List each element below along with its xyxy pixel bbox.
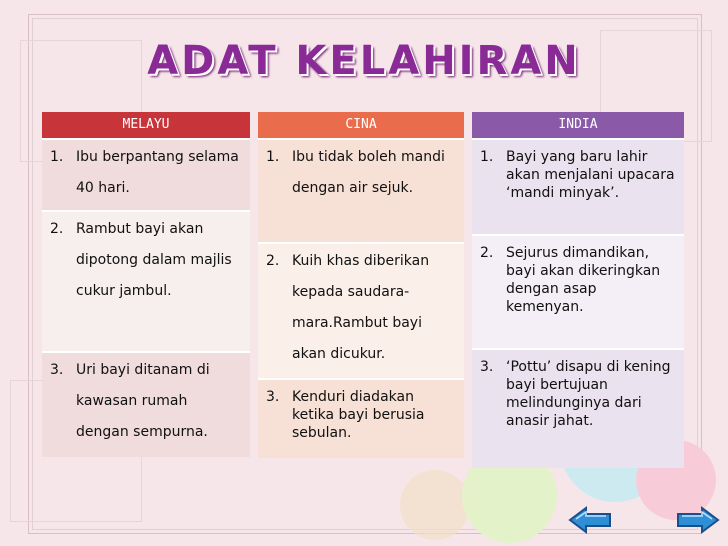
item-number: 3. xyxy=(266,389,280,405)
next-slide-button[interactable] xyxy=(676,506,720,534)
item-text: Ibu tidak boleh mandi dengan air sejuk. xyxy=(292,149,445,196)
item-number: 1. xyxy=(266,149,280,165)
item-text: ‘Pottu’ disapu di kening bayi bertujuan melindunginya dari anasir jahat. xyxy=(506,359,671,429)
item-number: 2. xyxy=(266,253,280,269)
item-text: Rambut bayi akan dipotong dalam majlis cukur jambul. xyxy=(76,221,232,299)
column-header-india: INDIA xyxy=(472,112,684,138)
item-text: Kenduri diadakan ketika bayi berusia sebulan. xyxy=(292,389,425,441)
item-number: 3. xyxy=(480,359,494,375)
list-item xyxy=(472,138,684,234)
list-item xyxy=(42,138,250,210)
column-india xyxy=(472,112,684,468)
item-number: 2. xyxy=(50,221,64,237)
column-header-melayu: MELAYU xyxy=(42,112,250,138)
item-number: 1. xyxy=(480,149,494,165)
slide-title: ADAT KELAHIRAN xyxy=(147,38,581,84)
item-number: 2. xyxy=(480,245,494,261)
list-item xyxy=(42,210,250,351)
list-item xyxy=(258,378,464,458)
column-melayu xyxy=(42,112,250,457)
list-item xyxy=(258,242,464,378)
arrow-right-icon xyxy=(676,506,720,534)
list-item xyxy=(42,351,250,457)
arrow-left-icon xyxy=(568,506,612,534)
decorative-circle xyxy=(400,470,470,540)
previous-slide-button[interactable] xyxy=(568,506,612,534)
item-text: Bayi yang baru lahir akan menjalani upacara ‘mandi minyak’. xyxy=(506,149,675,201)
item-number: 3. xyxy=(50,362,64,378)
item-text: Uri bayi ditanam di kawasan rumah dengan sempurna. xyxy=(76,362,210,440)
column-header-cina: CINA xyxy=(258,112,464,138)
list-item xyxy=(472,234,684,348)
item-text: Ibu berpantang selama 40 hari. xyxy=(76,149,239,196)
list-item xyxy=(472,348,684,468)
item-text: Sejurus dimandikan, bayi akan dikeringkan dengan asap kemenyan. xyxy=(506,245,661,315)
item-number: 1. xyxy=(50,149,64,165)
column-cina xyxy=(258,112,464,458)
list-item xyxy=(258,138,464,242)
item-text: Kuih khas diberikan kepada saudara-mara.Rambut bayi akan dicukur. xyxy=(292,253,430,362)
